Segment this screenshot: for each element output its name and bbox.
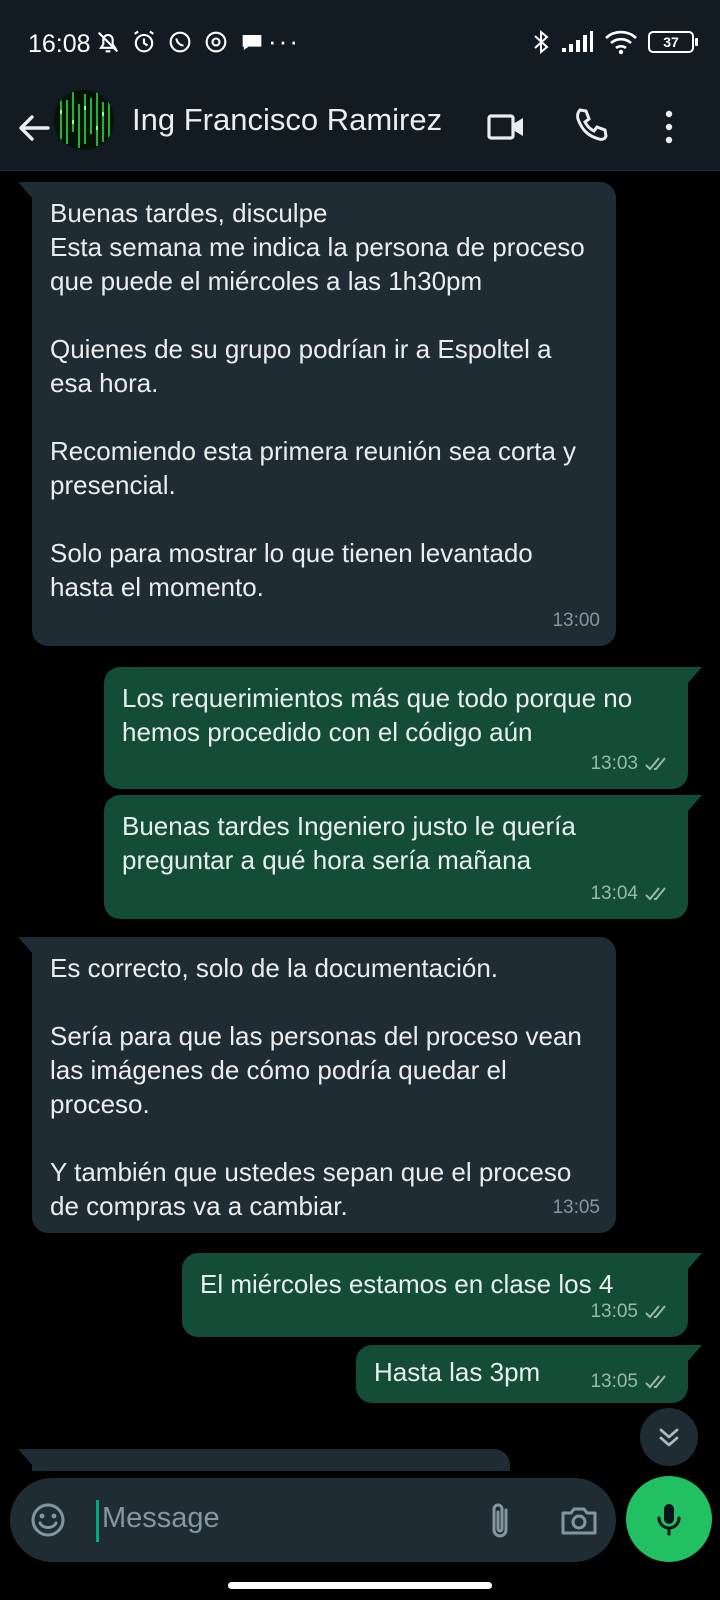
- microphone-icon: [649, 1499, 689, 1539]
- message-meta: [590, 747, 672, 781]
- bluetooth-icon: [532, 28, 550, 56]
- message-time: 13:04: [590, 883, 638, 904]
- message-text: Hasta las 3pm: [374, 1357, 541, 1387]
- back-arrow-icon[interactable]: [14, 108, 54, 148]
- message-meta: [590, 1295, 672, 1329]
- read-ticks-icon: [644, 755, 672, 773]
- message-text: Buenas tardes Ingeniero justo le quería preguntar a qué hora sería mañana: [122, 811, 576, 875]
- message-meta: [552, 1191, 600, 1225]
- bell-off-icon: [94, 28, 122, 56]
- message-time: 13:00: [552, 610, 600, 631]
- read-ticks-icon: [644, 1303, 672, 1321]
- message-bubble-incoming[interactable]: [32, 937, 616, 1233]
- threads-icon: [202, 28, 230, 56]
- voice-message-button[interactable]: [626, 1476, 712, 1562]
- voice-call-icon[interactable]: [568, 104, 614, 150]
- wifi-icon: [604, 29, 638, 55]
- read-ticks-icon: [644, 1373, 672, 1391]
- matrix-avatar-image: [54, 90, 114, 150]
- signal-icon: [560, 30, 594, 54]
- battery-indicator: 37: [648, 31, 694, 53]
- message-text: Buenas tardes, disculpe Esta semana me indica la persona de proceso que puede el miércoles a las 1h30pm Quienes de su grupo podrían ir a Espoltel a esa hora. Recomiendo esta primera reunión sea corta y presencial. Solo para mostrar lo que tienen levantado hasta el momento.: [50, 198, 585, 602]
- message-list[interactable]: [0, 171, 720, 1471]
- notification-icons: [94, 28, 266, 56]
- message-composer[interactable]: [10, 1478, 616, 1562]
- message-time: 13:03: [590, 753, 638, 774]
- read-ticks-icon: [644, 885, 672, 903]
- message-meta: [590, 877, 672, 911]
- alarm-icon: [130, 28, 158, 56]
- camera-icon[interactable]: [558, 1500, 600, 1542]
- message-bubble-outgoing[interactable]: [104, 795, 688, 919]
- whatsapp-icon: [166, 28, 194, 56]
- message-bubble-incoming[interactable]: [32, 182, 616, 646]
- message-bubble-incoming-partial[interactable]: [32, 1449, 510, 1471]
- contact-avatar[interactable]: [54, 90, 114, 150]
- message-text: El miércoles estamos en clase los 4: [200, 1269, 614, 1299]
- status-bar: [0, 0, 720, 86]
- attach-icon[interactable]: [480, 1500, 520, 1542]
- more-options-icon[interactable]: [646, 104, 692, 150]
- more-notifications-dots: ···: [268, 26, 300, 56]
- double-chevron-down-icon: [654, 1422, 684, 1452]
- message-text: Es correcto, solo de la documentación. Sería para que las personas del proceso vean las imágenes de cómo podría quedar el proceso. Y también que ustedes sepan que el proceso de compras va a cambiar.: [50, 953, 582, 1221]
- system-icons: [532, 28, 694, 56]
- scroll-to-bottom-button[interactable]: [640, 1408, 698, 1466]
- home-indicator[interactable]: [228, 1582, 492, 1589]
- message-time: 13:05: [590, 1371, 638, 1392]
- video-call-icon[interactable]: [484, 104, 530, 150]
- message-input[interactable]: Message: [102, 1502, 220, 1534]
- message-time: 13:05: [590, 1301, 638, 1322]
- message-meta: [590, 1365, 672, 1399]
- text-caret: [96, 1500, 99, 1542]
- message-bubble-outgoing[interactable]: [356, 1345, 688, 1403]
- message-time: 13:05: [552, 1197, 600, 1218]
- chat-bubble-icon: [238, 28, 266, 56]
- status-time: 16:08: [28, 30, 91, 58]
- message-text: Los requerimientos más que todo porque no hemos procedido con el código aún: [122, 683, 633, 747]
- emoji-icon[interactable]: [28, 1500, 68, 1540]
- message-meta: [552, 604, 600, 638]
- message-bubble-outgoing[interactable]: [104, 667, 688, 789]
- chat-header: [0, 86, 720, 171]
- contact-name[interactable]: Ing Francisco Ramirez: [132, 102, 443, 137]
- message-bubble-outgoing[interactable]: [182, 1253, 688, 1337]
